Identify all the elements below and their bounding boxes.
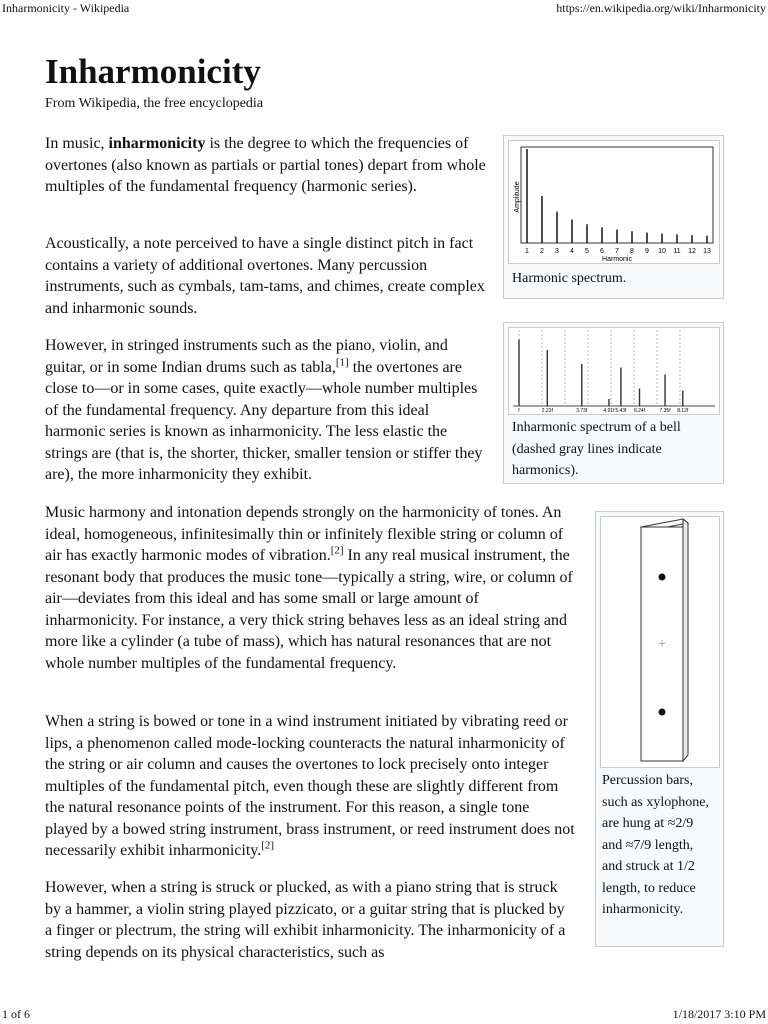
- p5-text: When a string is bowed or tone in a wind instrument initiated by vibrating reed or lips, a phenomenon called mode-locking counteracts the natural inharmonicity of the string or air column and causes the overtones to lock precisely onto integer multiples of the fundamental pitch, even though these are slightly different from the natural resonance points of the instrument. For this reason, a single tone played by a bowed string instrument, brass instrument, or reed instrument does not necessarily exhibit inharmonicity.: [45, 713, 575, 859]
- p6-text: However, when a string is struck or plucked, as with a piano string that is struck by a hammer, a violin string played pizzicato, or a guitar string that is plucked by a finger or plectrum, the string will exhibit inharmonicity. The inharmonicity of a string depends on its physical characteristics, such as: [45, 879, 566, 961]
- p1-post: is the degree to which the frequencies of overtones (also known as partials or partial tones) depart from whole multiples of the fundamental frequency (harmonic series).: [45, 135, 486, 195]
- harmonic-spectrum-image[interactable]: [508, 140, 720, 264]
- p3-citation[interactable]: [1]: [335, 356, 349, 369]
- page-url[interactable]: https://en.wikipedia.org/wiki/Inharmonicity: [556, 1, 766, 15]
- harmonic-tick-13: 13: [703, 248, 711, 255]
- figure-harmonic-spectrum: [503, 135, 724, 299]
- harmonic-spectrum-chart: [509, 141, 719, 263]
- figure-bell-spectrum: [503, 322, 724, 484]
- harmonic-tick-5: 5: [585, 248, 589, 255]
- print-timestamp: 1/18/2017 3:10 PM: [672, 1007, 766, 1021]
- page-counter: 1 of 6: [2, 1007, 30, 1021]
- harmonic-tick-4: 4: [570, 248, 574, 255]
- bell-tick-7: 7.35f: [659, 408, 671, 414]
- article-title: Inharmonicity: [45, 52, 261, 91]
- p3-post: the overtones are close to—or in some cases, quite exactly—whole number multiples of the fundamental frequency. Any departure from this ideal harmonic series is known as inharmonicity. The less elastic the strings are (that is, the shorter, thicker, smaller tension or stiffer they are), the more inharmonicity they exhibit.: [45, 358, 483, 483]
- p4-pre: Music harmony and intonation depends strongly on the harmonicity of tones. An ideal, homogeneous, infinitesimally thin or infinitely flexible string or column of air has exactly harmonic modes of vibration.: [45, 504, 564, 564]
- percussion-bar-image[interactable]: [600, 516, 720, 768]
- bar-side-face: [683, 519, 688, 761]
- bell-tick-3: 3.73f: [576, 408, 588, 414]
- harmonic-xlabel: Harmonic: [602, 256, 632, 263]
- bar-caption: Percussion bars, such as xylophone, are hung at ≈2/9 and ≈7/9 length, and struck at 1/2 length, to reduce inharmonicity.: [602, 773, 709, 917]
- bar-node-lower: [659, 709, 666, 716]
- harmonic-tick-2: 2: [540, 248, 544, 255]
- print-header: [0, 0, 768, 16]
- harmonic-tick-7: 7: [615, 248, 619, 255]
- p2-text: Acoustically, a note perceived to have a single distinct pitch in fact contains a variety of additional overtones. Many percussion instruments, such as cymbals, tam-tams, and chimes, create complex and inharmonic sounds.: [45, 235, 485, 317]
- page-title-header: Inharmonicity - Wikipedia: [2, 1, 130, 15]
- p4-post: In any real musical instrument, the resonant body that produces the music tone—typically a string, wire, or column of air—deviates from this ideal and has some small or large amount of inharmonicity. For instance, a very thick string behaves less as an ideal string and more like a cylinder (a tube of mass), which has natural resonances that are not whole number multiples of the fundamental frequency.: [45, 547, 573, 672]
- paragraph-3: [45, 335, 490, 486]
- p4-citation[interactable]: [2]: [330, 544, 344, 557]
- bar-node-upper: [659, 574, 666, 581]
- bell-tick-2: 2.23f: [541, 408, 553, 414]
- harmonic-tick-10: 10: [658, 248, 666, 255]
- bar-strike-point: +: [657, 635, 667, 651]
- bell-caption: Inharmonic spectrum of a bell (dashed gray lines indicate harmonics).: [512, 420, 681, 478]
- percussion-bar-drawing: [601, 517, 719, 767]
- bell-tick-6: 6.24f: [633, 408, 646, 414]
- bell-tick-4: 4.91f: [603, 408, 615, 414]
- harmonic-tick-1: 1: [525, 248, 529, 255]
- p1-bold-term: inharmonicity: [108, 135, 206, 152]
- bell-tick-5: 5.43f: [615, 408, 627, 414]
- bell-tick-8: 8.12f: [677, 408, 689, 414]
- p5-citation[interactable]: [2]: [261, 839, 275, 852]
- harmonic-tick-11: 11: [673, 248, 681, 255]
- harmonic-caption: Harmonic spectrum.: [512, 271, 627, 286]
- paragraph-1: [45, 133, 490, 198]
- paragraph-5: [45, 711, 575, 862]
- bell-spectrum-chart: [509, 328, 719, 414]
- bell-tick-1: f: [518, 408, 520, 414]
- print-footer: [0, 1006, 768, 1024]
- bell-spectrum-image[interactable]: [508, 327, 720, 415]
- paragraph-2: [45, 233, 490, 319]
- figure-percussion-bar: [595, 511, 724, 947]
- harmonic-tick-12: 12: [688, 248, 696, 255]
- p1-pre: In music,: [45, 135, 109, 152]
- harmonic-tick-3: 3: [555, 248, 559, 255]
- harmonic-ylabel: Amplitude: [514, 181, 521, 213]
- harmonic-tick-6: 6: [600, 248, 604, 255]
- paragraph-4: [45, 502, 575, 674]
- harmonic-tick-8: 8: [630, 248, 634, 255]
- harmonic-tick-9: 9: [645, 248, 649, 255]
- paragraph-6: [45, 877, 575, 963]
- p3-pre: However, in stringed instruments such as the piano, violin, and guitar, or in some Indian drums such as tabla,: [45, 337, 448, 376]
- harmonic-frame: [521, 147, 713, 243]
- article-tagline: From Wikipedia, the free encyclopedia: [45, 96, 264, 111]
